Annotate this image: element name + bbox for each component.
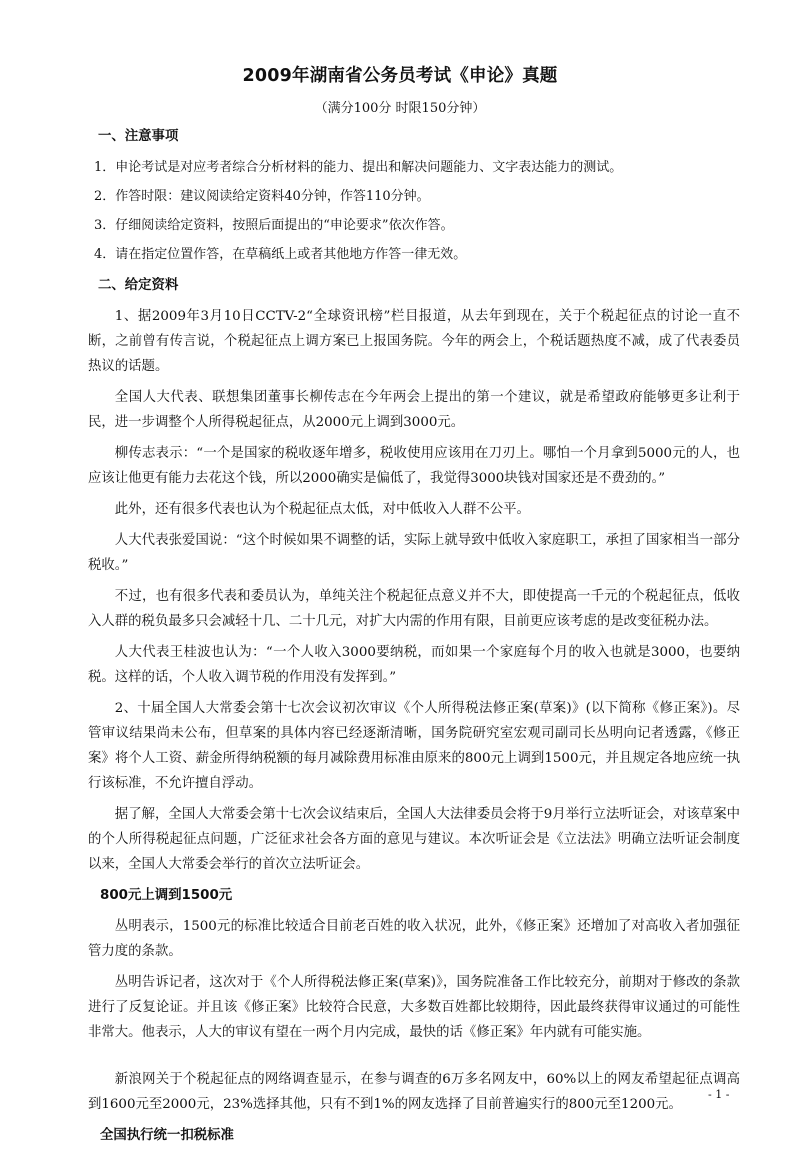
note-item: 1．申论考试是对应考者综合分析材料的能力、提出和解决问题能力、文字表达能力的测试。	[94, 160, 623, 175]
material-paragraph: 人大代表王桂波也认为：“一个人收入3000要纳税，而如果一个家庭每个月的收入也就是3000，也要纳税。这样的话，个人收入调节税的作用没有发挥到。”	[88, 645, 740, 685]
material-paragraph: 全国人大代表、联想集团董事长柳传志在今年两会上提出的第一个建议，就是希望政府能够更多让利于民，进一步调整个人所得税起征点，从2000元上调到3000元。	[88, 390, 740, 430]
document-title: 2009年湖南省公务员考试《申论》真题	[242, 66, 558, 86]
material-paragraph: 2、十届全国人大常委会第十七次会议初次审议《个人所得税法修正案(草案)》(以下简称《修正案》)。尽管审议结果尚未公布，但草案的具体内容已经逐渐清晰，国务院研究室宏观司副司长丛明向记者透露，《修正案》将个人工资、薪金所得纳税额的每月减除费用标准由原来的800元上调到1500元，并且规定各地应统一执行该标准，不允许擅自浮动。	[88, 701, 740, 791]
page-number: - 1 -	[708, 1088, 730, 1101]
document-subtitle: （满分100分 时限150分钟）	[314, 101, 486, 116]
material-paragraph: 此外，还有很多代表也认为个税起征点太低，对中低收入人群不公平。	[114, 502, 530, 517]
material-paragraph: 人大代表张爱国说：“这个时候如果不调整的话，实际上就导致中低收入家庭职工，承担了国家相当一部分税收。”	[88, 533, 740, 573]
document-body	[88, 124, 740, 1154]
note-item: 3．仔细阅读给定资料，按照后面提出的“申论要求”依次作答。	[94, 218, 454, 233]
material-paragraph: 丛明告诉记者，这次对于《个人所得税法修正案(草案)》，国务院准备工作比较充分，前期对于修改的条款进行了反复论证。并且该《修正案》比较符合民意，大多数百姓都比较期待，因此最终获得审议通过的可能性非常大。他表示，人大的审议有望在一两个月内完成，最快的话《修正案》年内就有可能实施。	[88, 975, 740, 1040]
section-heading-notes: 一、注意事项	[98, 129, 179, 144]
material-subheading: 800元上调到1500元	[100, 888, 233, 903]
material-paragraph: 丛明表示，1500元的标准比较适合目前老百姓的收入状况，此外，《修正案》还增加了对高收入者加强征管力度的条款。	[88, 919, 740, 959]
section-heading-materials: 二、给定资料	[98, 278, 179, 293]
material-subheading: 全国执行统一扣税标准	[100, 1128, 234, 1143]
paragraph-gap	[88, 1051, 740, 1067]
material-paragraph: 据了解，全国人大常委会第十七次会议结束后，全国人大法律委员会将于9月举行立法听证会，对该草案中的个人所得税起征点问题，广泛征求社会各方面的意见与建议。本次听证会是《立法法》明确立法听证会制度以来，全国人大常委会举行的首次立法听证会。	[88, 807, 740, 872]
note-item: 2．作答时限：建议阅读给定资料40分钟，作答110分钟。	[94, 189, 430, 204]
material-paragraph: 1、据2009年3月10日CCTV-2“全球资讯榜”栏目报道，从去年到现在，关于个税起征点的讨论一直不断，之前曾有传言说，个税起征点上调方案已上报国务院。今年的两会上，个税话题热度不减，成了代表委员热议的话题。	[88, 309, 740, 374]
material-paragraph: 新浪网关于个税起征点的网络调查显示，在参与调查的6万多名网友中，60%以上的网友希望起征点调高到1600元至2000元，23%选择其他，只有不到1%的网友选择了目前普遍实行的800元至1200元。	[88, 1072, 740, 1112]
material-paragraph: 柳传志表示：“一个是国家的税收逐年增多，税收使用应该用在刀刃上。哪怕一个月拿到5000元的人，也应该让他更有能力去花这个钱，所以2000确实是偏低了，我觉得3000块钱对国家还是不费劲的。”	[88, 446, 740, 486]
material-paragraph: 不过，也有很多代表和委员认为，单纯关注个税起征点意义并不大，即使提高一千元的个税起征点，低收入人群的税负最多只会减轻十几、二十几元，对扩大内需的作用有限，目前更应该考虑的是改变征税办法。	[88, 589, 740, 629]
note-item: 4．请在指定位置作答，在草稿纸上或者其他地方作答一律无效。	[94, 247, 467, 262]
